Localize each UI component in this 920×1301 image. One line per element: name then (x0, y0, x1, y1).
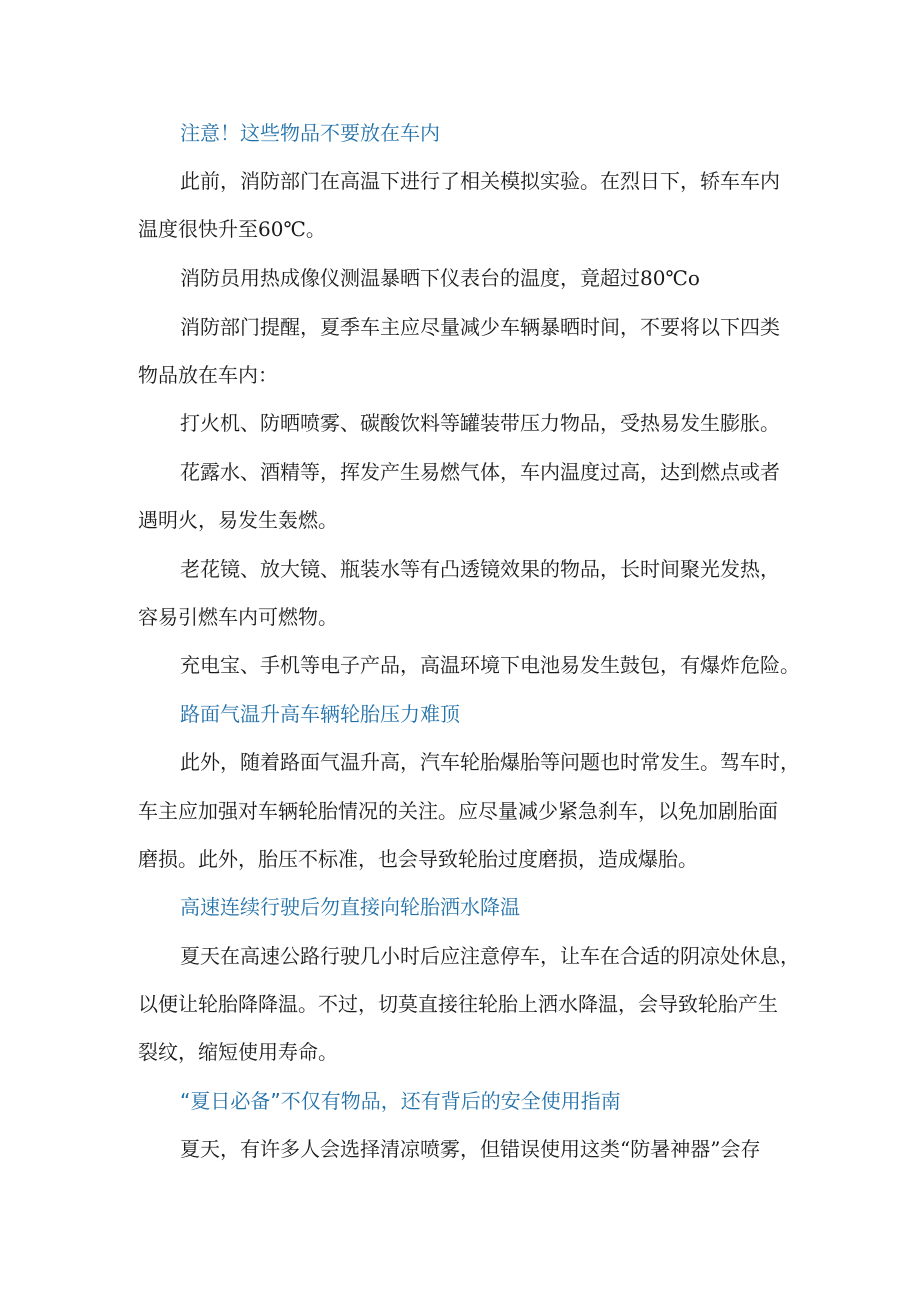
paragraph-line: 花露水、酒精等，挥发产生易燃气体，车内温度过高，达到燃点或者 (180, 460, 780, 484)
paragraph-line: 以便让轮胎降降温。不过，切莫直接往轮胎上洒水降温，会导致轮胎产生 (138, 992, 778, 1016)
paragraph-line: 容易引燃车内可燃物。 (138, 605, 338, 629)
paragraph-line: 磨损。此外，胎压不标准，也会导致轮胎过度磨损，造成爆胎。 (138, 847, 698, 871)
paragraph-line: 充电宝、手机等电子产品，高温环境下电池易发生鼓包，有爆炸危险。 (180, 653, 800, 677)
paragraph-line: 夏天，有许多人会选择清凉喷雾，但错误使用这类“防暑神器”会存 (180, 1137, 761, 1161)
paragraph-line: 老花镜、放大镜、瓶装水等有凸透镜效果的物品，长时间聚光发热， (180, 557, 780, 581)
paragraph-line: 温度很快升至60℃。 (138, 217, 326, 241)
paragraph-line: 物品放在车内： (138, 363, 278, 387)
paragraph-line: 消防部门提醒，夏季车主应尽量减少车辆暴晒时间，不要将以下四类 (180, 315, 780, 339)
heading-items-not-in-car: 注意！这些物品不要放在车内 (180, 121, 440, 145)
paragraph-line: 裂纹，缩短使用寿命。 (138, 1040, 338, 1064)
paragraph-line: 车主应加强对车辆轮胎情况的关注。应尽量减少紧急刹车，以免加剧胎面 (138, 799, 778, 823)
heading-summer-safety-guide: “夏日必备”不仅有物品，还有背后的安全使用指南 (180, 1089, 621, 1113)
paragraph-line: 遇明火，易发生轰燃。 (138, 508, 338, 532)
paragraph-line: 打火机、防晒喷雾、碳酸饮料等罐装带压力物品，受热易发生膨胀。 (180, 411, 780, 435)
paragraph-line: 此外，随着路面气温升高，汽车轮胎爆胎等问题也时常发生。驾车时， (180, 750, 800, 774)
paragraph-line: 夏天在高速公路行驶几小时后应注意停车，让车在合适的阴凉处休息， (180, 944, 800, 968)
heading-no-water-on-tires: 高速连续行驶后勿直接向轮胎洒水降温 (180, 895, 520, 919)
paragraph-line: 此前，消防部门在高温下进行了相关模拟实验。在烈日下，轿车车内 (180, 169, 780, 193)
heading-tire-pressure: 路面气温升高车辆轮胎压力难顶 (180, 702, 460, 726)
paragraph-line: 消防员用热成像仪测温暴晒下仪表台的温度，竟超过80℃o (180, 266, 700, 290)
